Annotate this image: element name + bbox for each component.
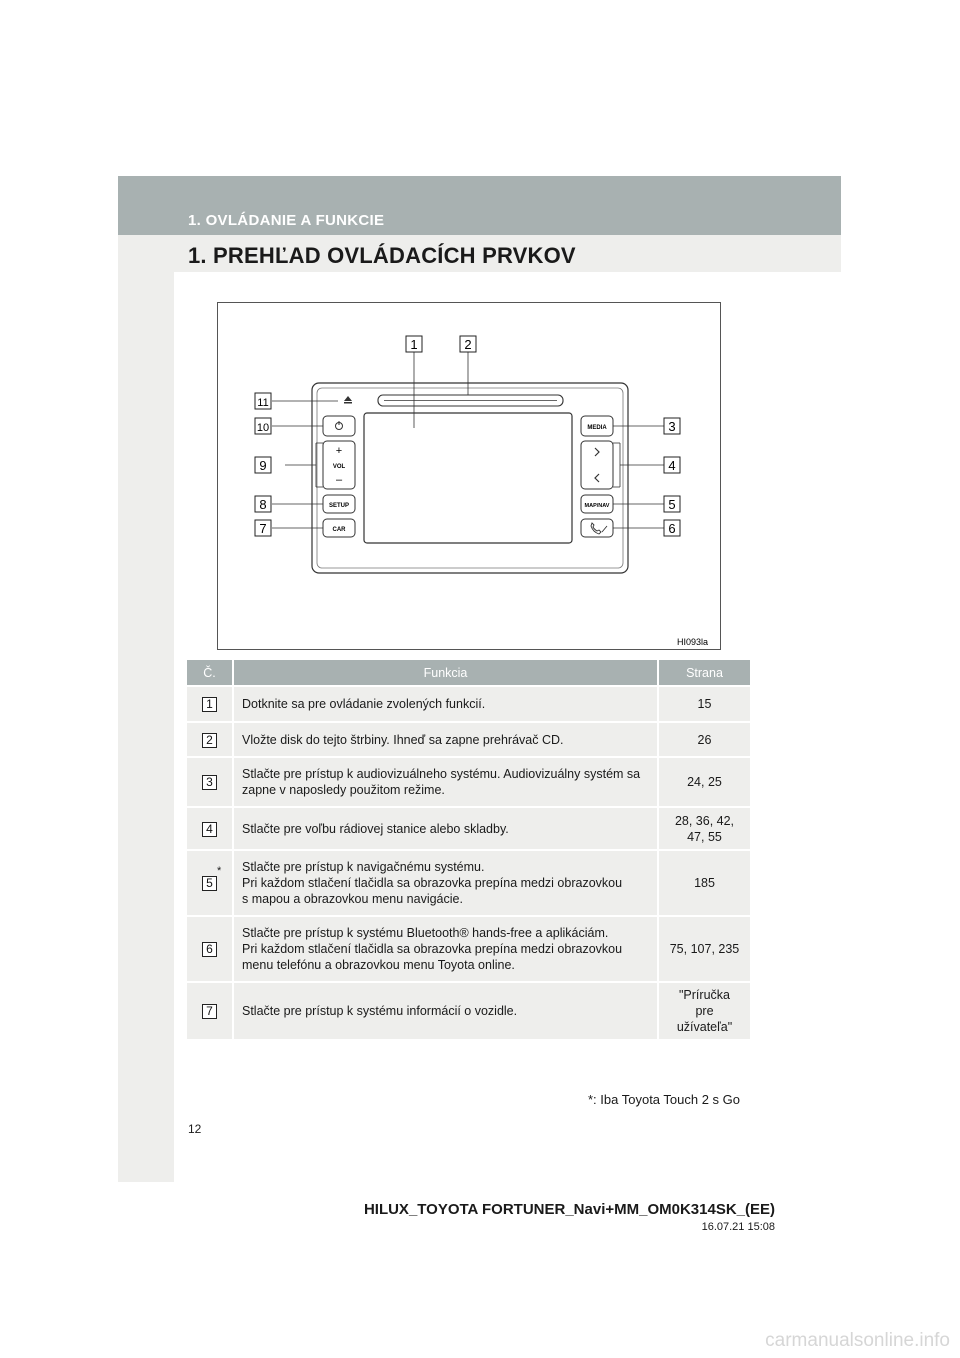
- page-reference: 185: [694, 876, 715, 890]
- watermark: carmanualsonline.info: [765, 1330, 950, 1351]
- page-cell: [658, 686, 750, 722]
- touch-screen: [364, 413, 572, 543]
- function-text-line: Stlačte pre prístup k audiovizuálneho systému. Audiovizuálny systém sa: [242, 767, 641, 781]
- function-text-line: Vložte disk do tejto štrbiny. Ihneď sa zapne prehrávač CD.: [242, 732, 564, 747]
- function-cell: [233, 982, 658, 1039]
- function-cell: [233, 686, 658, 722]
- function-text-line: Stlačte pre prístup k systému informácií o vozidle.: [242, 1004, 518, 1018]
- page-reference: užívateľa": [676, 1020, 733, 1034]
- function-cell: [233, 850, 658, 916]
- table-row: [187, 916, 750, 982]
- asterisk-mark: *: [217, 865, 222, 877]
- callout-3-text: 3: [668, 419, 676, 434]
- callout-11-text: 11: [257, 397, 269, 409]
- vol-minus-label: –: [335, 474, 343, 486]
- function-table: [187, 660, 750, 1039]
- row-number-cell: [187, 807, 233, 850]
- callout-8-text: 8: [259, 497, 267, 512]
- function-cell: [233, 807, 658, 850]
- page-cell: [658, 722, 750, 757]
- phone-button: [581, 519, 613, 537]
- page-reference: 15: [697, 697, 712, 711]
- control-panel-figure: [217, 302, 721, 650]
- table-row: [187, 982, 750, 1039]
- row-number-badge: 2: [202, 733, 217, 748]
- callout-10-text: 10: [256, 422, 270, 434]
- page-reference: 75, 107, 235: [669, 942, 740, 956]
- function-text-line: zapne v naposledy použitom režime.: [242, 783, 445, 797]
- function-text-line: menu telefónu a obrazovkou menu Toyota online.: [242, 958, 515, 972]
- page-cell: [658, 982, 750, 1039]
- page-cell: [658, 807, 750, 850]
- function-text-line: Dotknite sa pre ovládanie zvolených funkcií.: [242, 697, 486, 711]
- function-text-line: Pri každom stlačení tlačidla sa obrazovka prepína medzi obrazovkou: [242, 942, 623, 956]
- row-number-cell: [187, 916, 233, 982]
- table-row: [187, 807, 750, 850]
- callout-6-text: 6: [668, 521, 676, 536]
- callout-1-text: 1: [410, 337, 418, 352]
- table-row: [187, 686, 750, 722]
- seek-button: [581, 441, 613, 489]
- vol-label: VOL: [332, 464, 346, 470]
- callout-2-text: 2: [464, 337, 472, 352]
- row-number-badge: 1: [202, 697, 217, 712]
- callout-4-text: 4: [668, 458, 676, 473]
- callout-5-text: 5: [668, 497, 676, 512]
- page-cell: [658, 757, 750, 807]
- function-text-line: s mapou a obrazovkou menu navigácie.: [242, 892, 463, 906]
- document-id: HILUX_TOYOTA FORTUNER_Navi+MM_OM0K314SK_(EE): [363, 1201, 775, 1218]
- figure-code: HI093la: [676, 637, 708, 647]
- function-text-line: Stlačte pre voľbu rádiovej stanice alebo skladby.: [242, 821, 509, 836]
- row-number-cell: [187, 850, 233, 916]
- function-cell: [233, 722, 658, 757]
- function-cell: [233, 916, 658, 982]
- table-row: [187, 722, 750, 757]
- page-cell: [658, 850, 750, 916]
- page-cell: [658, 916, 750, 982]
- table-row: [187, 850, 750, 916]
- vol-plus-label: +: [335, 445, 343, 457]
- head-unit-illustration: [218, 303, 722, 651]
- section-title: 1. OVLÁDANIE A FUNKCIE: [188, 212, 385, 229]
- callout-9-text: 9: [259, 458, 267, 473]
- row-number-cell: [187, 686, 233, 722]
- page-reference: 26: [697, 732, 712, 747]
- map-nav-label: MAP/NAV: [584, 503, 610, 509]
- row-number-badge: 3: [202, 775, 217, 790]
- page-number: 12: [188, 1122, 202, 1136]
- page-title: 1. PREHĽAD OVLÁDACÍCH PRVKOV: [188, 243, 576, 268]
- row-number-badge: 4: [202, 822, 217, 837]
- row-number-badge: 5: [202, 876, 217, 891]
- page-reference: 28, 36, 42,: [674, 813, 735, 828]
- table-row: [187, 757, 750, 807]
- callout-7-text: 7: [259, 521, 267, 536]
- function-text-line: Stlačte pre prístup k navigačnému systému.: [242, 860, 485, 874]
- page-reference: "Príručka: [679, 988, 730, 1002]
- page-reference: 24, 25: [687, 775, 722, 789]
- document-timestamp: 16.07.21 15:08: [701, 1221, 775, 1233]
- setup-label: SETUP: [328, 503, 350, 509]
- function-text-line: Stlačte pre prístup k systému Bluetooth® hands-free a aplikáciám.: [242, 926, 609, 940]
- function-cell: [233, 757, 658, 807]
- row-number-cell: [187, 722, 233, 757]
- media-label: MEDIA: [587, 425, 607, 431]
- header-number: Č.: [187, 660, 233, 686]
- function-text-line: Pri každom stlačení tlačidla sa obrazovka prepína medzi obrazovkou: [242, 876, 623, 890]
- row-number-badge: 7: [202, 1004, 217, 1019]
- car-label: CAR: [332, 527, 346, 533]
- footnote: *: Iba Toyota Touch 2 s Go: [588, 1092, 741, 1107]
- row-number-cell: [187, 757, 233, 807]
- page-reference: pre: [695, 1004, 714, 1018]
- header-page: Strana: [658, 660, 750, 686]
- page-margin-band: [118, 176, 174, 1182]
- power-button: [323, 416, 355, 436]
- row-number-badge: 6: [202, 942, 217, 957]
- row-number-cell: [187, 982, 233, 1039]
- page-reference: 47, 55: [687, 829, 722, 844]
- header-function: Funkcia: [233, 660, 658, 686]
